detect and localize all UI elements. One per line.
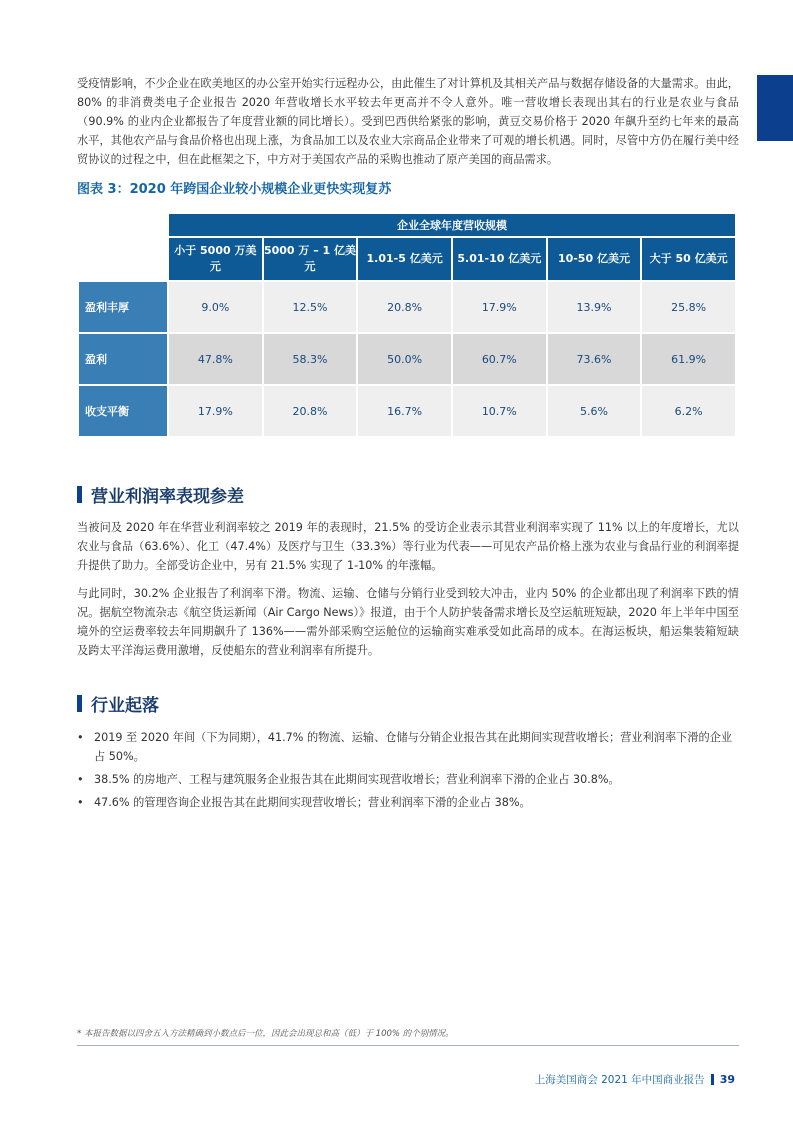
table-span-header: 企业全球年度营收规模 xyxy=(169,214,735,236)
row-header: 盈利 xyxy=(79,334,167,384)
column-header: 大于 50 亿美元 xyxy=(642,238,735,280)
table-cell: 9.0% xyxy=(169,282,262,332)
table-row xyxy=(79,282,735,332)
heading-accent-bar xyxy=(77,486,82,503)
bullet-icon: • xyxy=(77,796,84,809)
list-item-text: 2019 至 2020 年间（下为同期），41.7% 的物流、运输、仓储与分销企业报告其在此期间实现营收增长；营业利润率下滑的企业占 50%。 xyxy=(94,731,733,763)
table-cell: 13.9% xyxy=(548,282,641,332)
table-cell: 10.7% xyxy=(453,386,546,436)
bullet-icon: • xyxy=(77,731,84,744)
figure-title: 图表 3：2020 年跨国企业较小规模企业更快实现复苏 xyxy=(77,182,392,197)
row-header: 盈利丰厚 xyxy=(79,282,167,332)
revenue-scale-table xyxy=(77,212,737,438)
section-heading-margins xyxy=(77,482,244,507)
list-item xyxy=(77,728,739,766)
table-cell: 47.8% xyxy=(169,334,262,384)
table-cell: 20.8% xyxy=(358,282,451,332)
footer-divider xyxy=(77,1045,739,1046)
table-row xyxy=(79,386,735,436)
row-header: 收支平衡 xyxy=(79,386,167,436)
column-header: 小于 5000 万美元 xyxy=(169,238,262,280)
table-cell: 16.7% xyxy=(358,386,451,436)
bullet-icon: • xyxy=(77,773,84,786)
list-item-text: 38.5% 的房地产、工程与建筑服务企业报告其在此期间实现营收增长；营业利润率下滑的企业占 30.8%。 xyxy=(94,773,620,786)
list-item xyxy=(77,793,739,812)
footnote: * 本报告数据以四舍五入方法精确到小数点后一位，因此会出现总和高（低）于 100% 的个别情况。 xyxy=(77,1029,454,1039)
side-color-tab xyxy=(757,75,793,141)
page-number: 39 xyxy=(719,1073,735,1086)
column-header: 1.01-5 亿美元 xyxy=(358,238,451,280)
table-corner xyxy=(79,238,167,280)
table-cell: 25.8% xyxy=(642,282,735,332)
table-row xyxy=(79,334,735,384)
industry-bullet-list xyxy=(77,728,739,816)
table-cell: 50.0% xyxy=(358,334,451,384)
margins-paragraph-2: 与此同时，30.2% 企业报告了利润率下滑。物流、运输、仓储与分销行业受到较大冲击，业内 50% 的企业都出现了利润率下跌的情况。据航空物流杂志《航空货运新闻（Air Cargo News）》报道，由于个人防护装备需求增长及空运航班短缺，2020 年上半年中国至境外的空运费率较去年同期飙升了 136%——需外部采购空运舱位的运输商实难承受如此高昂的成本。在海运板块，船运集装箱短缺及跨太平洋海运费用激增，反使船东的营业利润率有所提升。 xyxy=(77,587,739,657)
margins-paragraph-1: 当被问及 2020 年在华营业利润率较之 2019 年的表现时，21.5% 的受访企业表示其营业利润率实现了 11% 以上的年度增长，尤以农业与食品（63.6%）、化工（47.4%）及医疗与卫生（33.3%）等行业为代表——可见农产品价格上涨为农业与食品行业的利润率提升提供了助力。全部受访企业中，另有 21.5% 实现了 1-10% 的年涨幅。 xyxy=(77,521,739,572)
column-header: 5000 万 – 1 亿美元 xyxy=(264,238,357,280)
table-cell: 17.9% xyxy=(169,386,262,436)
table-cell: 5.6% xyxy=(548,386,641,436)
table-cell: 61.9% xyxy=(642,334,735,384)
column-header: 5.01-10 亿美元 xyxy=(453,238,546,280)
table-cell: 58.3% xyxy=(264,334,357,384)
table-cell: 6.2% xyxy=(642,386,735,436)
intro-paragraph: 受疫情影响，不少企业在欧美地区的办公室开始实行远程办公，由此催生了对计算机及其相关产品与数据存储设备的大量需求。由此，80% 的非消费类电子企业报告 2020 年营收增长水平较去年更高并不令人意外。唯一营收增长表现出其右的行业是农业与食品（90.9% 的业内企业都报告了年度营业额的同比增长）。受到巴西供给紧张的影响，黄豆交易价格于 2020 年飙升至约七年来的最高水平，其他农产品与食品价格也出现上涨，为食品加工以及农业大宗商品企业带来了可观的增长机遇。同时，尽管中方仍在履行美中经贸协议的过程之中，但在此框架之下，中方对于美国农产品的采购也推动了原产美国的商品需求。 xyxy=(77,77,739,166)
table-corner xyxy=(79,214,167,236)
table-span-header-row xyxy=(79,214,735,236)
list-item-text: 47.6% 的管理咨询企业报告其在此期间实现营收增长；营业利润率下滑的企业占 38%。 xyxy=(94,796,531,809)
footer-title: 上海美国商会 2021 年中国商业报告 xyxy=(534,1074,705,1086)
table-cell: 73.6% xyxy=(548,334,641,384)
section-heading-text: 营业利润率表现参差 xyxy=(91,487,244,507)
table-cell: 60.7% xyxy=(453,334,546,384)
section-heading-industries xyxy=(77,691,159,716)
table-column-header-row xyxy=(79,238,735,280)
page-footer xyxy=(535,1072,735,1087)
table-cell: 12.5% xyxy=(264,282,357,332)
column-header: 10-50 亿美元 xyxy=(548,238,641,280)
table-cell: 17.9% xyxy=(453,282,546,332)
heading-accent-bar xyxy=(77,695,82,712)
list-item xyxy=(77,770,739,789)
section-heading-text: 行业起落 xyxy=(91,696,159,716)
table-cell: 20.8% xyxy=(264,386,357,436)
footer-separator xyxy=(711,1074,714,1085)
